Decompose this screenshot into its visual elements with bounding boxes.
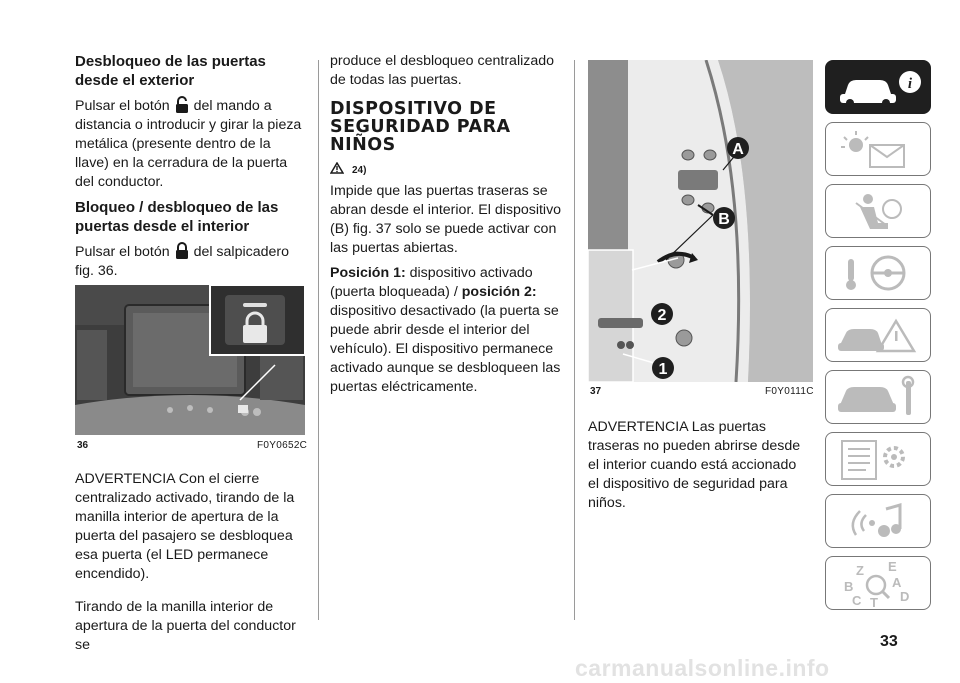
figure-37-label-a: A <box>732 141 744 158</box>
index-letter-b: B <box>844 579 854 594</box>
emergency-icon <box>826 309 930 361</box>
car-info-icon <box>826 61 930 113</box>
chapter-tab-safety[interactable] <box>825 184 931 238</box>
multimedia-icon <box>826 495 930 547</box>
paragraph-positions: Posición 1: dispositivo activado (puerta bloqueada) / posición 2: dispositivo desactivado (la puerta se puede abrir desde el interior del vehículo). El dispositivo permanece activado aunque se desbloqueen las puertas eléctricamente. <box>330 265 561 395</box>
figure-36-number: 36 <box>77 440 89 451</box>
figure-36-code: F0Y0652C <box>257 440 308 451</box>
figure-37-label-b: B <box>718 211 730 228</box>
chapter-tab-starting-driving[interactable] <box>825 246 931 300</box>
heading-unlock-exterior: Desbloqueo de las puertas desde el exterior <box>75 53 266 89</box>
steering-wheel-icon <box>826 247 930 299</box>
figure-37-code: F0Y0111C <box>765 386 814 397</box>
column-divider-1 <box>318 60 319 620</box>
watermark: carmanualsonline.info <box>575 655 830 681</box>
warning-rear-doors: ADVERTENCIA Las puertas traseras no pueden abrirse desde el interior cuando está accionado el dispositivo de seguridad para niños. <box>588 419 801 511</box>
paragraph-unlock-exterior: Pulsar el botón del mando a distancia o introducir y girar la pieza metálica (presente dentro de la llave) en la cerradura de la puerta del conductor. <box>75 98 302 190</box>
index-letter-t: T <box>870 595 878 609</box>
paragraph-lock-interior: Pulsar el botón del salpicadero fig. 36. <box>75 244 289 279</box>
warning-reference: 24) <box>330 160 562 180</box>
airbag-seat-icon <box>826 185 930 237</box>
chapter-tab-technical-data[interactable] <box>825 432 931 486</box>
unlock-icon <box>175 96 189 113</box>
column-1-lower <box>75 470 307 661</box>
chapter-tab-maintenance[interactable] <box>825 370 931 424</box>
page-number: 33 <box>880 633 898 650</box>
svg-text:i: i <box>907 76 913 92</box>
figure-36-dashboard <box>75 285 305 435</box>
technical-data-icon <box>826 433 930 485</box>
figure-37-label-2: 2 <box>657 307 667 324</box>
index-letter-d: D <box>900 589 910 604</box>
chapter-tab-multimedia[interactable] <box>825 494 931 548</box>
index-letter-z: Z <box>856 563 864 578</box>
figure-37-label-1: 1 <box>658 361 668 378</box>
index-letter-e: E <box>888 559 897 574</box>
heading-child-safety: DISPOSITIVO DE SEGURIDAD PARA NIÑOS <box>330 99 511 155</box>
chapter-tab-index[interactable] <box>825 556 931 610</box>
paragraph-central-unlock: produce el desbloqueo centralizado de todas las puertas. <box>330 53 555 88</box>
column-divider-2 <box>574 60 575 620</box>
dashboard-lights-icon <box>826 123 930 175</box>
column-3-lower <box>588 418 810 519</box>
chapter-tab-car-info[interactable] <box>825 60 931 114</box>
alphabetical-index-icon <box>826 557 930 609</box>
column-2 <box>330 52 562 403</box>
paragraph-child-lock-desc: Impide que las puertas traseras se abran desde el interior. El dispositivo (B) fig. 37 solo se puede activar con las puertas abiertas. <box>330 183 562 256</box>
chapter-tab-warning-lights[interactable] <box>825 122 931 176</box>
chapter-tab-emergency[interactable] <box>825 308 931 362</box>
figure-37-child-lock <box>588 60 813 382</box>
lock-icon <box>175 242 189 259</box>
warning-passenger-door: ADVERTENCIA Con el cierre centralizado activado, tirando de la manilla interior de apertura de la puerta del pasajero se desbloquea esa puerta (el LED permanece encendido). <box>75 471 295 582</box>
car-maintenance-icon <box>826 371 930 423</box>
paragraph-driver-handle: Tirando de la manilla interior de apertura de la puerta del conductor se <box>75 599 296 653</box>
heading-lock-interior: Bloqueo / desbloqueo de las puertas desde el interior <box>75 199 279 235</box>
warning-triangle-icon <box>330 162 344 174</box>
index-letter-c: C <box>852 593 862 608</box>
figure-37-number: 37 <box>590 386 602 397</box>
index-letter-a: A <box>892 575 902 590</box>
